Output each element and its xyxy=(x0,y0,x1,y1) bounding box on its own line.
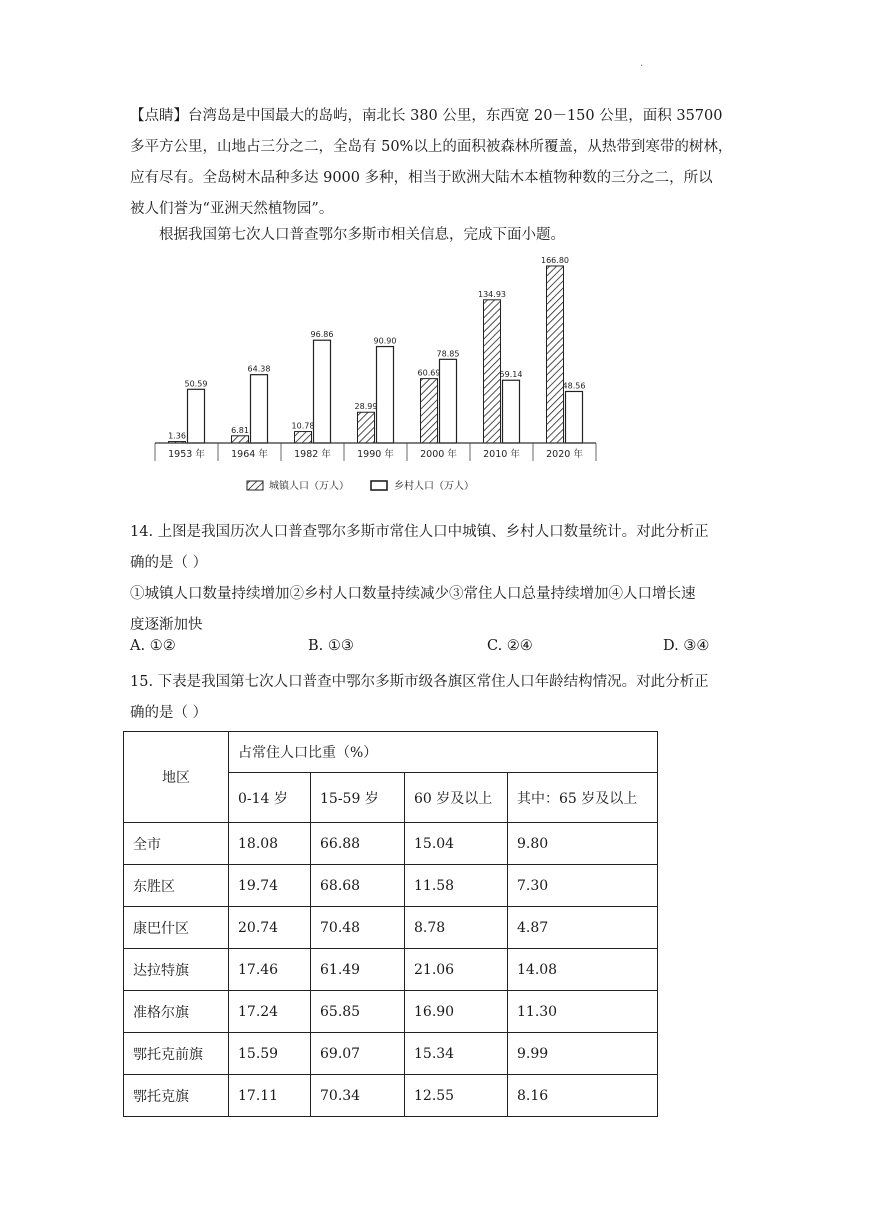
answer-note-line: 多平方公里，山地占三分之二，全岛有 50%以上的面积被森林所覆盖，从热带到寒带的树林， xyxy=(130,139,733,155)
value-cell: 20.74 xyxy=(229,907,311,949)
legend-label-urban: 城镇人口（万人） xyxy=(269,481,349,492)
value-cell: 61.49 xyxy=(311,949,405,991)
value-cell: 15.04 xyxy=(405,823,508,865)
bar-rural xyxy=(314,340,331,443)
column-header: 15-59 岁 xyxy=(311,773,405,823)
x-tick-label: 2020 年 xyxy=(546,449,583,460)
question-14-line: 度逐渐加快 xyxy=(130,617,203,633)
value-cell: 4.87 xyxy=(508,907,658,949)
column-header: 0-14 岁 xyxy=(229,773,311,823)
value-cell: 9.80 xyxy=(508,823,658,865)
data-label-urban: 6.81 xyxy=(231,425,249,435)
x-tick-label: 2000 年 xyxy=(420,449,457,460)
bar-urban xyxy=(421,379,438,443)
group-header: 占常住人口比重（%） xyxy=(229,732,658,773)
value-cell: 15.59 xyxy=(229,1033,311,1075)
data-label-rural: 59.14 xyxy=(499,370,523,380)
question-14-options xyxy=(130,638,742,666)
value-cell: 19.74 xyxy=(229,865,311,907)
bar-rural xyxy=(566,391,583,443)
x-tick-label: 1990 年 xyxy=(357,449,394,460)
question-14-line: 14. 上图是我国历次人口普查鄂尔多斯市常住人口中城镇、乡村人口数量统计。对此分析正 xyxy=(130,524,709,540)
region-cell: 准格尔旗 xyxy=(124,991,229,1033)
legend-label-rural: 乡村人口（万人） xyxy=(394,481,474,492)
value-cell: 8.78 xyxy=(405,907,508,949)
region-cell: 达拉特旗 xyxy=(124,949,229,991)
question-15-line: 15. 下表是我国第七次人口普查中鄂尔多斯市级各旗区常住人口年龄结构情况。对此分析正 xyxy=(130,674,709,690)
table-row xyxy=(124,1033,658,1075)
bar-rural xyxy=(188,389,205,443)
value-cell: 70.34 xyxy=(311,1075,405,1117)
bar-rural xyxy=(440,359,457,443)
region-cell: 全市 xyxy=(124,823,229,865)
region-cell: 鄂托克旗 xyxy=(124,1075,229,1117)
value-cell: 66.88 xyxy=(311,823,405,865)
data-label-rural: 78.85 xyxy=(436,349,460,359)
value-cell: 7.30 xyxy=(508,865,658,907)
answer-note-line: 被人们誉为“亚洲天然植物园”。 xyxy=(130,201,334,217)
legend-swatch-rural xyxy=(371,481,387,490)
x-tick-label: 2010 年 xyxy=(483,449,520,460)
data-label-urban: 28.99 xyxy=(354,402,378,412)
value-cell: 17.46 xyxy=(229,949,311,991)
table-row xyxy=(124,1075,658,1117)
option-c[interactable]: C. ②④ xyxy=(487,638,533,654)
bar-rural xyxy=(377,347,394,443)
region-cell: 东胜区 xyxy=(124,865,229,907)
data-label-urban: 134.93 xyxy=(478,289,506,299)
answer-note xyxy=(130,101,742,225)
value-cell: 18.08 xyxy=(229,823,311,865)
value-cell: 65.85 xyxy=(311,991,405,1033)
table-row xyxy=(124,949,658,991)
data-label-rural: 48.56 xyxy=(562,381,586,391)
table-row xyxy=(124,823,658,865)
bar-urban xyxy=(547,266,564,443)
population-bar-chart xyxy=(150,255,610,507)
question-15 xyxy=(130,667,742,729)
table-row xyxy=(124,907,658,949)
option-b[interactable]: B. ①③ xyxy=(308,638,354,654)
value-cell: 70.48 xyxy=(311,907,405,949)
value-cell: 21.06 xyxy=(405,949,508,991)
legend-swatch-urban xyxy=(247,481,263,490)
value-cell: 15.34 xyxy=(405,1033,508,1075)
question-15-line: 确的是（ ） xyxy=(130,705,208,721)
data-label-rural: 50.59 xyxy=(184,379,208,389)
question-14-line: ①城镇人口数量持续增加②乡村人口数量持续减少③常住人口总量持续增加④人口增长速 xyxy=(130,586,696,602)
column-header: 60 岁及以上 xyxy=(405,773,508,823)
table-row xyxy=(124,865,658,907)
value-cell: 17.24 xyxy=(229,991,311,1033)
bar-urban xyxy=(295,432,312,443)
region-cell: 康巴什区 xyxy=(124,907,229,949)
region-cell: 鄂托克前旗 xyxy=(124,1033,229,1075)
bar-rural xyxy=(503,380,520,443)
table-row xyxy=(124,991,658,1033)
bar-urban xyxy=(358,412,375,443)
value-cell: 68.68 xyxy=(311,865,405,907)
x-tick-label: 1982 年 xyxy=(294,449,331,460)
question-14-line: 确的是（ ） xyxy=(130,555,208,571)
question-intro-text: 根据我国第七次人口普查鄂尔多斯市相关信息，完成下面小题。 xyxy=(159,227,565,243)
value-cell: 69.07 xyxy=(311,1033,405,1075)
value-cell: 8.16 xyxy=(508,1075,658,1117)
bar-urban xyxy=(232,436,249,443)
data-label-rural: 96.86 xyxy=(310,330,334,340)
region-header: 地区 xyxy=(124,732,229,823)
question-intro xyxy=(130,220,742,251)
answer-note-line: 【点睛】台湾岛是中国最大的岛屿，南北长 380 公里，东西宽 20－150 公里，面积 35700 xyxy=(130,108,723,124)
page-marker: . xyxy=(640,58,644,69)
bar-urban xyxy=(484,300,501,443)
data-label-urban: 1.36 xyxy=(168,431,186,441)
x-tick-label: 1964 年 xyxy=(231,449,268,460)
option-a[interactable]: A. ①② xyxy=(130,638,176,654)
bar-rural xyxy=(251,375,268,443)
data-label-rural: 64.38 xyxy=(247,364,271,374)
data-label-rural: 90.90 xyxy=(373,336,397,346)
value-cell: 11.58 xyxy=(405,865,508,907)
answer-note-line: 应有尽有。全岛树木品种多达 9000 多种，相当于欧洲大陆木本植物种数的三分之二，所以 xyxy=(130,170,713,186)
value-cell: 11.30 xyxy=(508,991,658,1033)
data-label-urban: 10.78 xyxy=(291,421,315,431)
value-cell: 17.11 xyxy=(229,1075,311,1117)
x-tick-label: 1953 年 xyxy=(168,449,205,460)
age-structure-table xyxy=(123,731,658,1117)
data-label-urban: 166.80 xyxy=(541,256,569,265)
value-cell: 12.55 xyxy=(405,1075,508,1117)
option-d[interactable]: D. ③④ xyxy=(663,638,710,654)
value-cell: 14.08 xyxy=(508,949,658,991)
question-14 xyxy=(130,517,742,641)
data-label-urban: 60.69 xyxy=(417,368,441,378)
column-header: 其中：65 岁及以上 xyxy=(508,773,658,823)
value-cell: 16.90 xyxy=(405,991,508,1033)
value-cell: 9.99 xyxy=(508,1033,658,1075)
